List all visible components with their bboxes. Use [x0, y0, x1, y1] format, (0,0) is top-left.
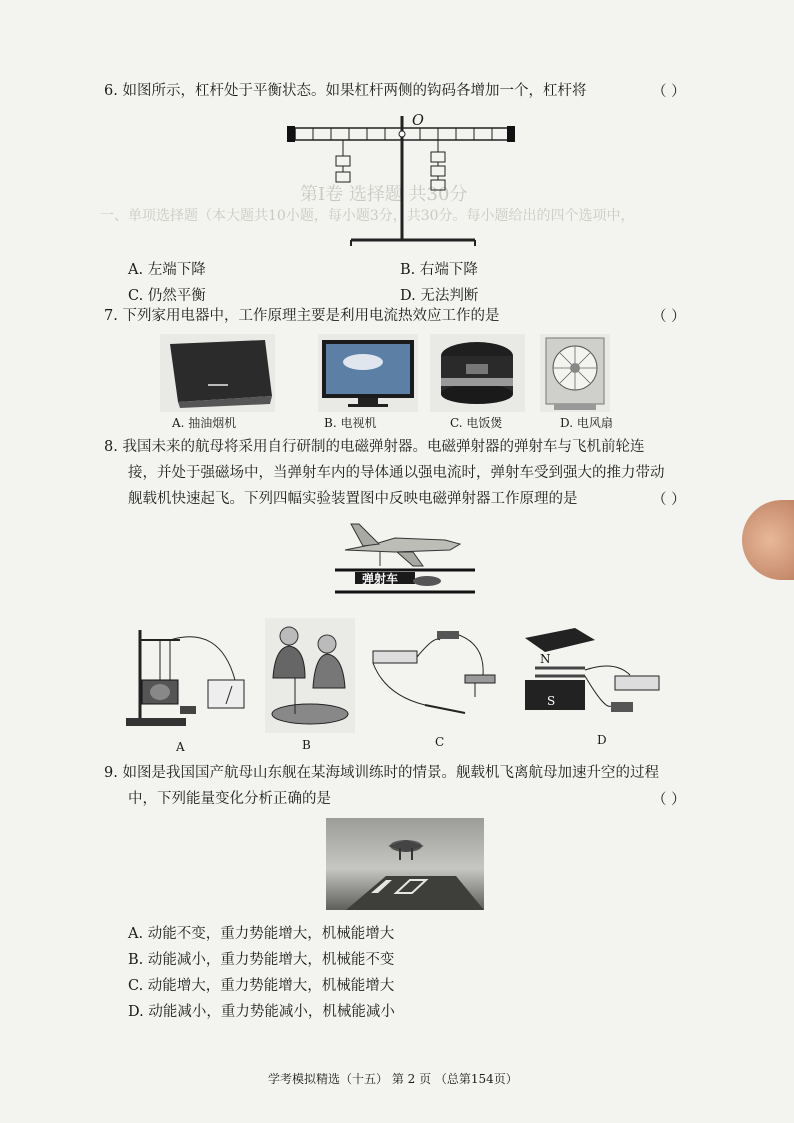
- q9-option-a[interactable]: A. 动能不变，重力势能增大，机械能增大: [128, 926, 395, 942]
- q9-option-b[interactable]: B. 动能减小，重力势能增大，机械能不变: [128, 952, 395, 968]
- apparatus-a-image: [120, 620, 250, 730]
- q6-option-c[interactable]: C. 仍然平衡: [128, 288, 206, 304]
- tv-image: [318, 334, 418, 412]
- q9-answer-bracket[interactable]: （ ）: [652, 792, 686, 808]
- q8-answer-bracket[interactable]: （ ）: [652, 492, 686, 508]
- rice-cooker-image: [430, 334, 525, 412]
- lever-figure: [285, 108, 525, 256]
- catapult-figure: [335, 518, 475, 598]
- apparatus-c-image: [365, 625, 515, 725]
- q7-caption-d[interactable]: D. 电风扇: [560, 416, 613, 430]
- catapult-label: 弹射车: [362, 572, 399, 586]
- q8-stem-line1: 8. 我国未来的航母将采用自行研制的电磁弹射器。电磁弹射器的弹射车与飞机前轮连: [104, 439, 645, 455]
- q9-option-d[interactable]: D. 动能减小，重力势能减小，机械能减小: [128, 1004, 395, 1020]
- q9-stem-line2: 中，下列能量变化分析正确的是: [128, 791, 331, 807]
- carrier-photo: [326, 818, 484, 910]
- q8-option-d-label[interactable]: D: [597, 733, 607, 747]
- q8-option-c-label[interactable]: C: [435, 735, 445, 749]
- q6-option-b[interactable]: B. 右端下降: [400, 262, 478, 278]
- page-footer: 学考模拟精选（十五） 第 2 页 （总第154页）: [268, 1072, 518, 1086]
- q7-caption-c[interactable]: C. 电饭煲: [450, 416, 503, 430]
- q8-option-b-label[interactable]: B: [302, 738, 311, 752]
- pivot-label: O: [412, 113, 424, 129]
- q6-option-a[interactable]: A. 左端下降: [128, 262, 206, 278]
- q6-stem: 6. 如图所示，杠杆处于平衡状态。如果杠杆两侧的钩码各增加一个，杠杆将: [104, 83, 587, 99]
- apparatus-d-image: [515, 620, 665, 730]
- bleed-through-text: 第Ⅰ卷 选择题 共30分: [300, 184, 468, 205]
- q6-option-d[interactable]: D. 无法判断: [400, 288, 479, 304]
- q7-caption-a[interactable]: A. 抽油烟机: [172, 416, 237, 430]
- thumb-photo-artifact: [742, 500, 794, 580]
- bleed-through-text: 一、单项选择题（本大题共10小题，每小题3分，共30分。每小题给出的四个选项中，: [100, 208, 635, 224]
- q8-option-a-label[interactable]: A: [176, 740, 185, 754]
- magnet-n-label: N: [540, 652, 551, 666]
- q7-answer-bracket[interactable]: （ ）: [652, 309, 686, 325]
- electric-fan-image: [540, 334, 610, 412]
- q8-stem-line3: 舰载机快速起飞。下列四幅实验装置图中反映电磁弹射器工作原理的是: [128, 491, 578, 507]
- q7-stem: 7. 下列家用电器中，工作原理主要是利用电流热效应工作的是: [104, 308, 500, 324]
- q6-answer-bracket[interactable]: （ ）: [652, 84, 686, 100]
- q9-stem-line1: 9. 如图是我国国产航母山东舰在某海域训练时的情景。舰载机飞离航母加速升空的过程: [104, 765, 659, 781]
- apparatus-b-image: [265, 618, 355, 733]
- q9-option-c[interactable]: C. 动能增大，重力势能增大，机械能增大: [128, 978, 395, 994]
- range-hood-image: [160, 334, 275, 412]
- q8-stem-line2: 接，并处于强磁场中，当弹射车内的导体通以强电流时，弹射车受到强大的推力带动: [128, 465, 665, 481]
- q7-caption-b[interactable]: B. 电视机: [324, 416, 377, 430]
- magnet-s-label: S: [547, 694, 556, 708]
